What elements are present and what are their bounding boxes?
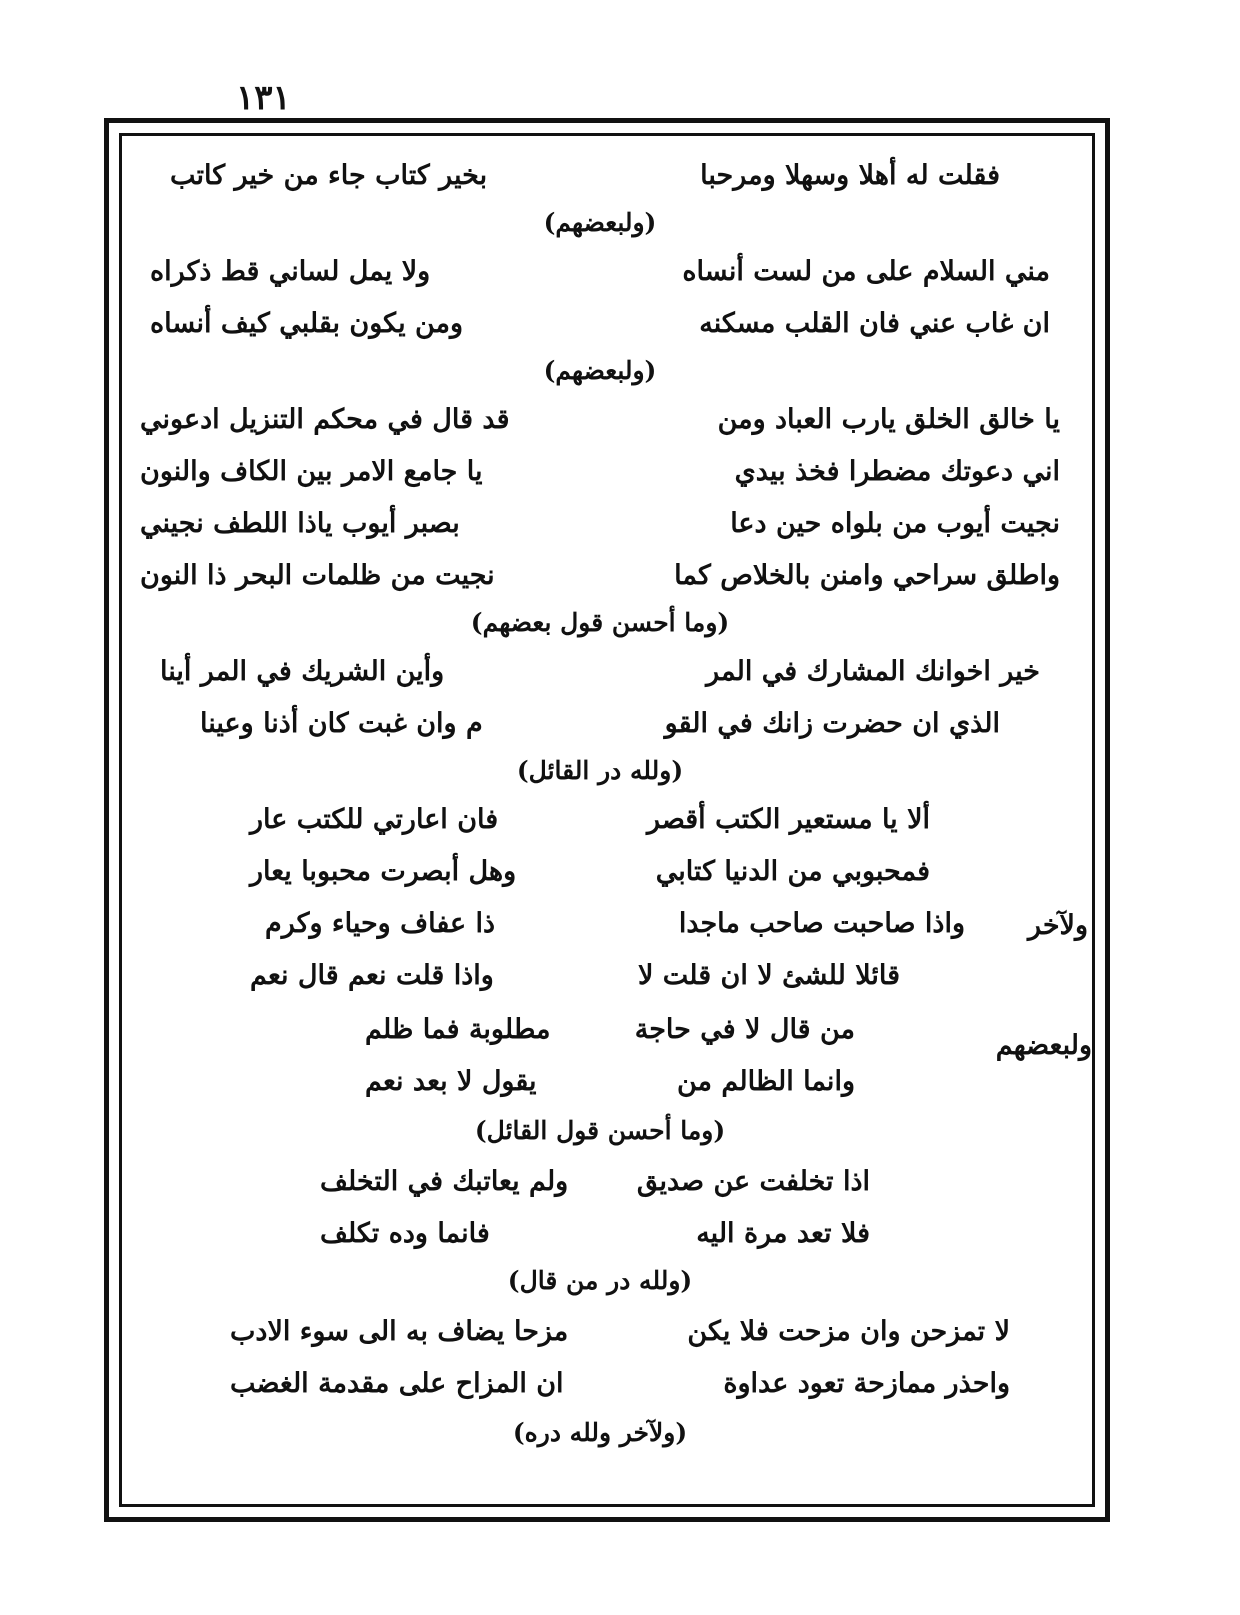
side-label-akhar: ولآخر [1027, 910, 1088, 941]
verse-left-hemistich: فانما وده تكلف [320, 1218, 490, 1249]
verse-right-hemistich: واذا صاحبت صاحب ماجدا [678, 908, 965, 939]
verse-right-hemistich: خير اخوانك المشارك في المر [706, 656, 1040, 687]
verse-left-hemistich: ومن يكون بقلبي كيف أنساه [150, 308, 464, 339]
verse-line [140, 510, 1060, 537]
verse-left-hemistich: وهل أبصرت محبوبا يعار [250, 856, 517, 887]
verse-left-hemistich: ولم يعاتبك في التخلف [320, 1166, 569, 1197]
verse-right-hemistich: قائلا للشئ لا ان قلت لا [638, 960, 900, 991]
verse-line [140, 562, 1060, 589]
verse-line [230, 1318, 1010, 1345]
verse-right-hemistich: فقلت له أهلا وسهلا ومرحبا [700, 160, 1000, 191]
page-number: ١٣١ [236, 78, 291, 118]
verse-line [250, 962, 900, 989]
verse-right-hemistich: فمحبوبي من الدنيا كتابي [655, 856, 930, 887]
verse-left-hemistich: مزحا يضاف به الى سوء الادب [230, 1316, 569, 1347]
poem-content [120, 150, 1092, 1490]
verse-line [160, 658, 1040, 685]
verse-left-hemistich: ولا يمل لساني قط ذكراه [150, 256, 431, 287]
verse-left-hemistich: قد قال في محكم التنزيل ادعوني [140, 404, 510, 435]
verse-left-hemistich: وأين الشريك في المر أينا [160, 656, 445, 687]
verse-right-hemistich: مني السلام على من لست أنساه [682, 256, 1050, 287]
verse-line [250, 858, 930, 885]
verse-line [365, 1016, 855, 1043]
section-heading: (ولآخر ولله دره) [512, 1418, 688, 1447]
verse-right-hemistich: نجيت أيوب من بلواه حين دعا [730, 508, 1060, 539]
verse-line [265, 910, 965, 937]
verse-left-hemistich: مطلوبة فما ظلم [365, 1014, 551, 1045]
verse-line [250, 806, 930, 833]
verse-right-hemistich: واطلق سراحي وامنن بالخلاص كما [674, 560, 1060, 591]
verse-left-hemistich: بصبر أيوب ياذا اللطف نجيني [140, 508, 460, 539]
verse-left-hemistich: بخير كتاب جاء من خير كاتب [170, 160, 488, 191]
verse-left-hemistich: واذا قلت نعم قال نعم [250, 960, 494, 991]
verse-right-hemistich: وانما الظالم من [676, 1066, 855, 1097]
verse-line [200, 710, 1000, 737]
section-heading: (وما أحسن قول بعضهم) [470, 608, 730, 637]
verse-line [365, 1068, 855, 1095]
verse-right-hemistich: يا خالق الخلق يارب العباد ومن [717, 404, 1060, 435]
verse-right-hemistich: ألا يا مستعير الكتب أقصر [646, 804, 930, 835]
verse-line [150, 258, 1050, 285]
verse-right-hemistich: الذي ان حضرت زانك في القو [664, 708, 1000, 739]
section-heading: (ولله در القائل) [516, 756, 684, 785]
verse-right-hemistich: اني دعوتك مضطرا فخذ بيدي [734, 456, 1060, 487]
section-heading: (وما أحسن قول القائل) [474, 1116, 726, 1145]
verse-left-hemistich: يقول لا بعد نعم [365, 1066, 537, 1097]
verse-right-hemistich: لا تمزحن وان مزحت فلا يكن [687, 1316, 1010, 1347]
verse-right-hemistich: اذا تخلفت عن صديق [636, 1166, 870, 1197]
verse-line [140, 458, 1060, 485]
verse-left-hemistich: فان اعارتي للكتب عار [250, 804, 499, 835]
verse-line [150, 310, 1050, 337]
verse-left-hemistich: يا جامع الامر بين الكاف والنون [140, 456, 483, 487]
side-label-libaadihim: ولبعضهم [995, 1030, 1092, 1061]
verse-left-hemistich: ان المزاح على مقدمة الغضب [230, 1368, 564, 1399]
section-heading: (ولبعضهم) [543, 208, 657, 237]
verse-line [230, 1370, 1010, 1397]
verse-line [320, 1220, 870, 1247]
verse-left-hemistich: نجيت من ظلمات البحر ذا النون [140, 560, 495, 591]
section-heading: (ولبعضهم) [543, 356, 657, 385]
verse-right-hemistich: واحذر ممازحة تعود عداوة [723, 1368, 1010, 1399]
verse-right-hemistich: من قال لا في حاجة [634, 1014, 855, 1045]
section-heading: (ولله در من قال) [507, 1266, 693, 1295]
verse-left-hemistich: م وان غبت كان أذنا وعينا [200, 708, 483, 739]
verse-right-hemistich: فلا تعد مرة اليه [696, 1218, 870, 1249]
verse-line [170, 162, 1000, 189]
verse-line [320, 1168, 870, 1195]
verse-left-hemistich: ذا عفاف وحياء وكرم [265, 908, 496, 939]
verse-line [140, 406, 1060, 433]
verse-right-hemistich: ان غاب عني فان القلب مسكنه [699, 308, 1050, 339]
